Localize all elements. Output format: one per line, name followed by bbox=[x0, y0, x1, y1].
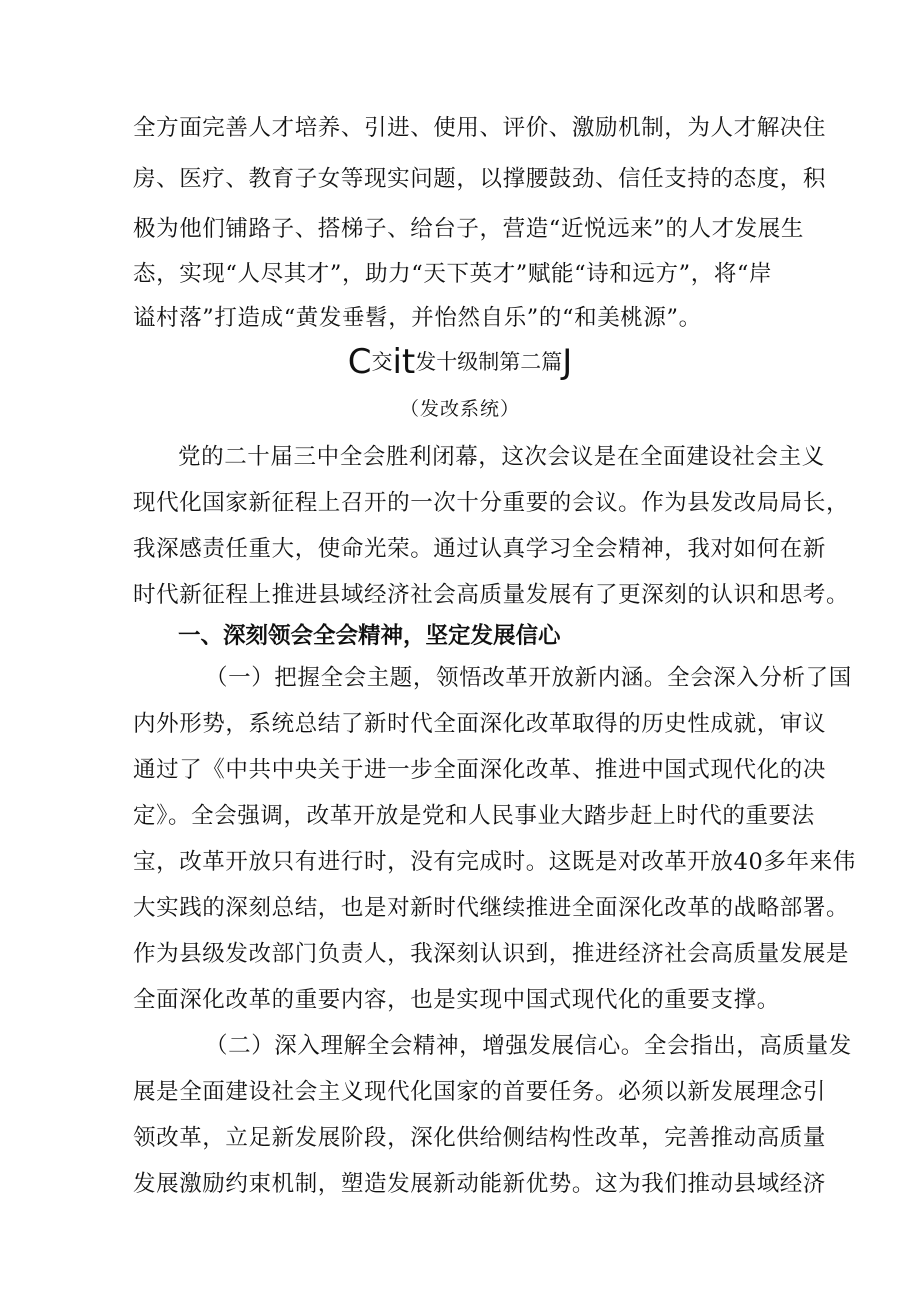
intro-line: 党的二十届三中全会胜利闭幕，这次会议是在全面建设社会主义 bbox=[178, 444, 825, 470]
sub1-line: 宝，改革开放只有进行时，没有完成时。这既是对改革开放40多年来伟 bbox=[133, 849, 856, 875]
intro-line: 现代化国家新征程上召开的一次十分重要的会议。作为县发改局局长， bbox=[133, 490, 850, 516]
intro-line: 我深感责任重大，使命光荣。通过认真学习全会精神，我对如何在新 bbox=[133, 536, 827, 562]
paragraph-line: 态，实现“人尽其才”，助力“天下英才”赋能“诗和远方”，将“岸 bbox=[133, 261, 773, 287]
sub1-line: 大实践的深刻总结，也是对新时代继续推进全面深化改革的战略部署。 bbox=[133, 895, 850, 921]
title-part: 发十级制第二篇 bbox=[415, 350, 563, 374]
sub1-line: （一）把握全会主题，领悟改革开放新内涵。全会深入分析了国 bbox=[205, 665, 852, 691]
sub2-line: （二）深入理解全会精神，增强发展信心。全会指出，高质量发 bbox=[205, 1033, 852, 1059]
sub1-line: 作为县级发改部门负责人，我深刻认识到，推进经济社会高质量发展是 bbox=[133, 941, 850, 967]
paragraph-line: 极为他们铺路子、搭梯子、给台子，营造“近悦远来”的人才发展生 bbox=[133, 216, 805, 242]
title-part: it bbox=[392, 342, 416, 382]
sub1-line: 通过了《中共中央关于进一步全面深化改革、推进中国式现代化的决 bbox=[133, 757, 827, 783]
sub1-line: 内外形势，系统总结了新时代全面深化改革取得的历史性成就，审议 bbox=[133, 711, 827, 737]
paragraph-line: 全方面完善人才培养、引进、使用、评价、激励机制，为人才解决住 bbox=[133, 115, 827, 141]
document-title bbox=[0, 340, 920, 384]
paragraph-line: 房、医疗、教育子女等现实问题，以撑腰鼓劲、信任支持的态度，积 bbox=[133, 166, 827, 192]
sub1-line: 全面深化改革的重要内容，也是实现中国式现代化的重要支撑。 bbox=[133, 987, 780, 1013]
section-heading: 一、深刻领会全会精神，坚定发展信心 bbox=[178, 623, 561, 649]
sub2-line: 发展激励约束机制，塑造发展新动能新优势。这为我们推动县域经济 bbox=[133, 1171, 827, 1197]
sub2-line: 展是全面建设社会主义现代化国家的首要任务。必须以新发展理念引 bbox=[133, 1079, 827, 1105]
paragraph-line: 谥村落”打造成“黄发垂髫，并怡然自乐”的“和美桃源”。 bbox=[133, 305, 702, 331]
title-part: C bbox=[347, 342, 372, 382]
sub2-line: 领改革，立足新发展阶段，深化供给侧结构性改革，完善推动高质量 bbox=[133, 1125, 827, 1151]
title-part: J bbox=[562, 342, 573, 382]
document-subtitle: （发改系统） bbox=[399, 398, 520, 420]
title-part: 交 bbox=[371, 350, 393, 374]
intro-line: 时代新征程上推进县域经济社会高质量发展有了更深刻的认识和思考。 bbox=[133, 582, 850, 608]
sub1-line: 定》。全会强调，改革开放是党和人民事业大踏步赶上时代的重要法 bbox=[133, 803, 815, 829]
